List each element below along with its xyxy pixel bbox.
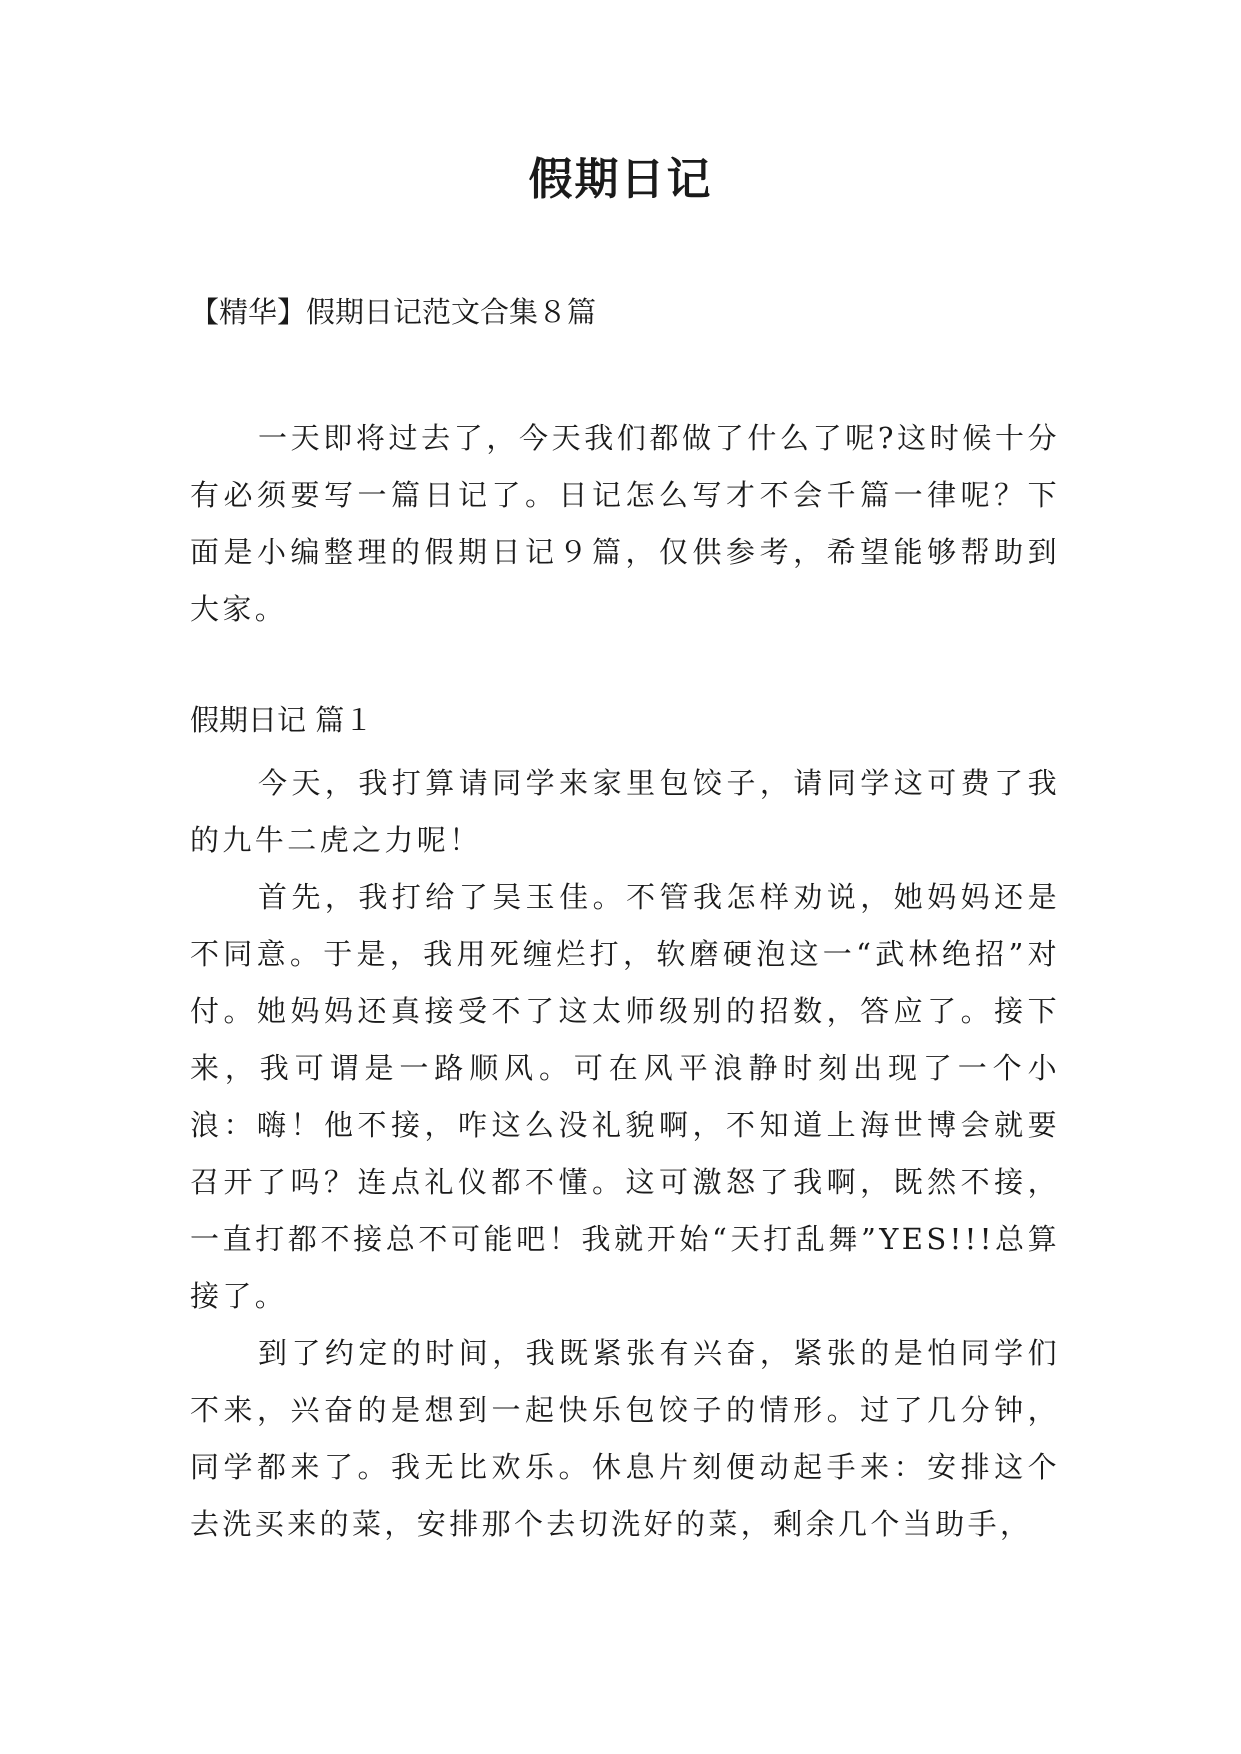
section-body	[190, 755, 1060, 1553]
intro-paragraph: 一天即将过去了，今天我们都做了什么了呢?这时候十分有必须要写一篇日记了。日记怎么写才不会千篇一律呢？下面是小编整理的假期日记９篇，仅供参考，希望能够帮助到大家。	[190, 421, 1060, 626]
document-subtitle: 【精华】假期日记范文合集８篇	[190, 295, 597, 329]
section-heading: 假期日记 篇１	[190, 703, 374, 737]
document-title: 假期日记	[528, 154, 713, 205]
body-paragraph: 到了约定的时间，我既紧张有兴奋，紧张的是怕同学们不来，兴奋的是想到一起快乐包饺子的情形。过了几分钟，同学都来了。我无比欢乐。休息片刻便动起手来：安排这个去洗买来的菜，安排那个去切洗好的菜，剩余几个当助手，	[190, 1336, 1060, 1541]
body-paragraph: 首先，我打给了吴玉佳。不管我怎样劝说，她妈妈还是不同意。于是，我用死缠烂打，软磨硬泡这一“武林绝招”对付。她妈妈还真接受不了这太师级别的招数，答应了。接下来，我可谓是一路顺风。可在风平浪静时刻出现了一个小浪：嗨！他不接，咋这么没礼貌啊，不知道上海世博会就要召开了吗？连点礼仪都不懂。这可激怒了我啊，既然不接，一直打都不接总不可能吧！我就开始“天打乱舞”YES!!!总算接了。	[190, 880, 1060, 1313]
body-paragraph: 今天，我打算请同学来家里包饺子，请同学这可费了我的九牛二虎之力呢！	[190, 766, 1060, 857]
